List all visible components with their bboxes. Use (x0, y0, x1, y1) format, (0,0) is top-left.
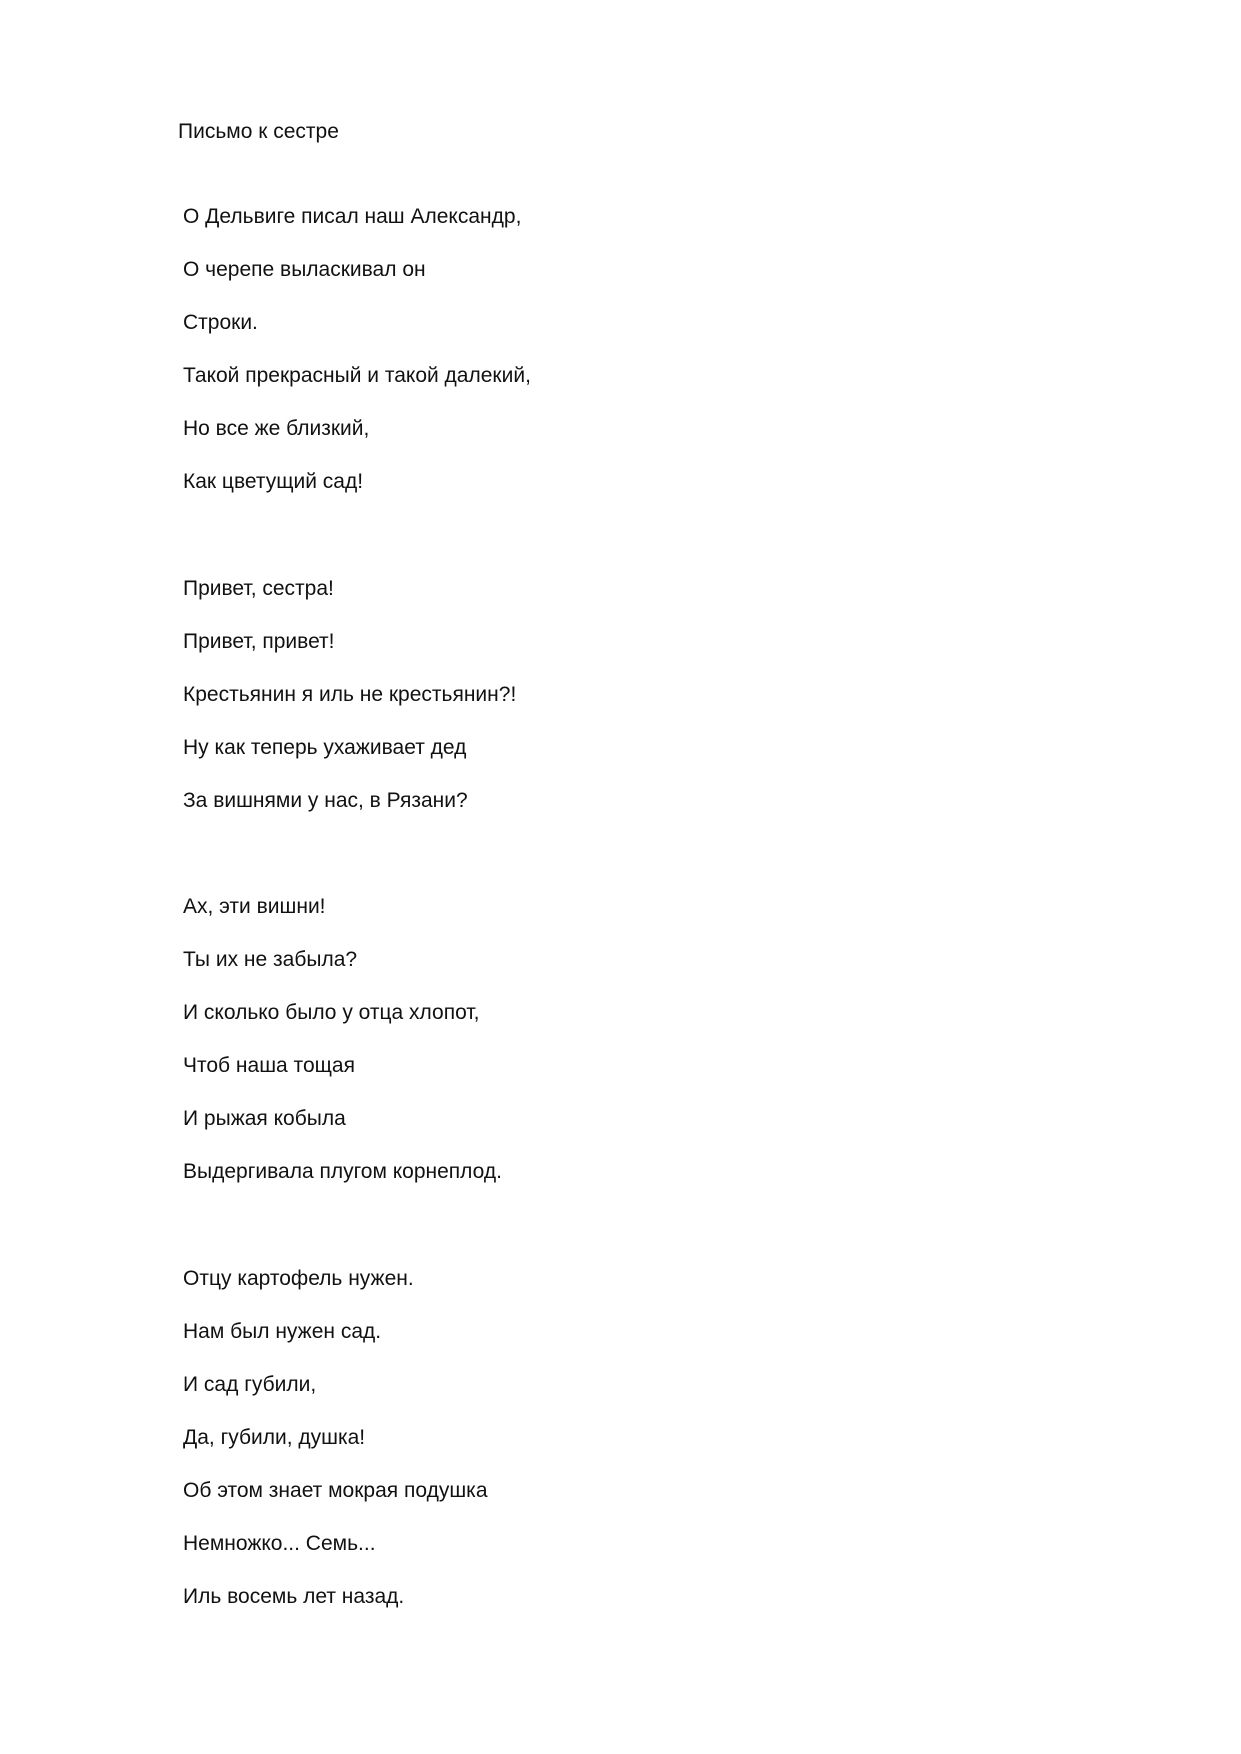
poem-line: Иль восемь лет назад. (183, 1585, 405, 1608)
poem-line: За вишнями у нас, в Рязани? (183, 789, 468, 812)
poem-line: И сад губили, (183, 1373, 317, 1396)
poem-line: Выдергивала плугом корнеплод. (183, 1160, 502, 1183)
poem-line: Об этом знает мокрая подушка (183, 1479, 488, 1502)
poem-line: Чтоб наша тощая (183, 1054, 355, 1077)
poem-line: Ты их не забыла? (183, 948, 358, 971)
poem-line: Привет, сестра! (183, 577, 334, 600)
poem-line: О черепе выласкивал он (183, 258, 426, 281)
poem-line: Немножко... Семь... (183, 1532, 376, 1555)
poem-line: И рыжая кобыла (183, 1107, 346, 1130)
poem-line: Да, губили, душка! (183, 1426, 366, 1449)
poem-line: Крестьянин я иль не крестьянин?! (183, 683, 517, 706)
poem-line: Ах, эти вишни! (183, 895, 326, 918)
poem-line: Нам был нужен сад. (183, 1320, 382, 1343)
document-title: Письмо к сестре (178, 120, 339, 143)
poem-line: Как цветущий сад! (183, 470, 364, 493)
poem-line: Ну как теперь ухаживает дед (183, 736, 467, 759)
poem-line: Но все же близкий, (183, 417, 370, 440)
poem-line: Такой прекрасный и такой далекий, (183, 364, 531, 387)
poem-line: О Дельвиге писал наш Александр, (183, 205, 522, 228)
poem-line: Строки. (183, 311, 258, 334)
poem-line: И сколько было у отца хлопот, (183, 1001, 480, 1024)
poem-line: Привет, привет! (183, 630, 335, 653)
poem-line: Отцу картофель нужен. (183, 1267, 414, 1290)
